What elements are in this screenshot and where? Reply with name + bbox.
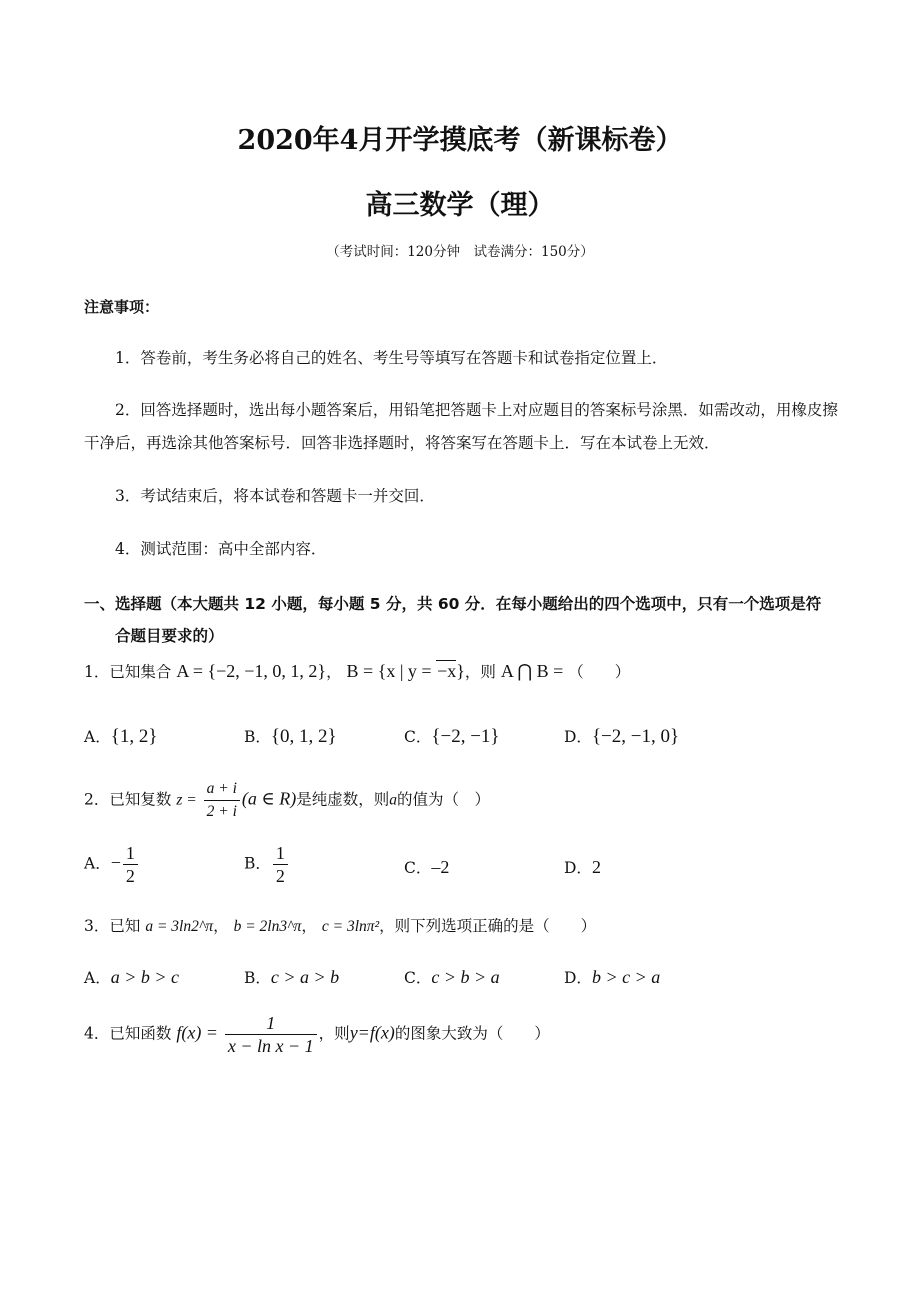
q1-option-a: A．{1, 2}: [84, 726, 158, 747]
exam-subtitle: 高三数学（理）: [365, 190, 555, 221]
q1-option-d: D．{−2, −1, 0}: [564, 726, 680, 747]
q2-option-b: B． $\frac{1}{2}$: [244, 842, 290, 887]
notice-item-4: 4．测试范围：高中全部内容．: [115, 540, 327, 558]
section-heading-line1: 一、选择题（本大题共 12 小题，每小题 5 分，共 60 分．在每小题给出的四个选项中，只有一个选项是符: [84, 595, 822, 613]
q2-option-a: A．− $\frac{1}{2}$: [84, 842, 140, 887]
section-heading-line2: 合题目要求的）: [115, 627, 224, 645]
q3-option-c: C．c > b > a: [404, 967, 500, 987]
q3-option-b: B．c > a > b: [244, 967, 340, 987]
notice-item-2: 2．回答选择题时，选出每小题答案后，用铅笔把答题卡上对应题目的答案标号涂黑．如需改动，用橡皮擦干净后，再选涂其他答案标号．回答非选择题时，将答案写在答题卡上．写在本试卷上无效．: [84, 401, 838, 452]
set-a: A = {−2, −1, 0, 1, 2}: [176, 661, 327, 681]
exam-info: （考试时间：120分钟 试卷满分：150分）: [326, 244, 594, 260]
notice-heading: 注意事项：: [84, 298, 160, 316]
q3-option-a: A．a > b > c: [84, 967, 179, 987]
q4-fraction: $\frac{1}{\text{x − ln x − 1}}$: [225, 1012, 317, 1057]
exam-title: 2020年4月开学摸底考（新课标卷）: [237, 125, 683, 156]
notice-item-1: 1．答卷前，考生务必将自己的姓名、考生号等填写在答题卡和试卷指定位置上．: [115, 349, 668, 367]
q2-fraction: $\frac{a + i}{2 + i}$: [204, 778, 240, 823]
intersection-expr: A ⋂ B =: [500, 661, 564, 681]
q2-option-d: D．2: [564, 857, 601, 877]
q2-option-c: C．–2: [404, 857, 450, 877]
question-3: 3．已知 a = 3ln2^π， b = 2ln3^π， c = 3lnπ²，则下列选项正确的是（ ）: [84, 917, 597, 935]
q3-option-d: D．b > c > a: [564, 967, 661, 987]
question-2: 2．已知复数 z = $\frac{a + i}{2 + i}$ (a ∈ R)是纯虚数，则a的值为（ ）: [84, 778, 490, 823]
notice-item-3: 3．考试结束后，将本试卷和答题卡一并交回．: [115, 487, 435, 505]
question-4: 4．已知函数 f(x) = $\frac{1}{\text{x − ln x − 1}}$ ，则y=f(x)的图象大致为（ ）: [84, 1013, 550, 1056]
question-1: 1．已知集合 A = {−2, −1, 0, 1, 2}， B = {x | y = −x}，则 A ⋂ B = （ ）: [84, 661, 631, 681]
q1-option-b: B．{0, 1, 2}: [244, 726, 337, 747]
q1-option-c: C．{−2, −1}: [404, 726, 500, 747]
set-b: B = {x | y = −x}: [346, 661, 465, 681]
